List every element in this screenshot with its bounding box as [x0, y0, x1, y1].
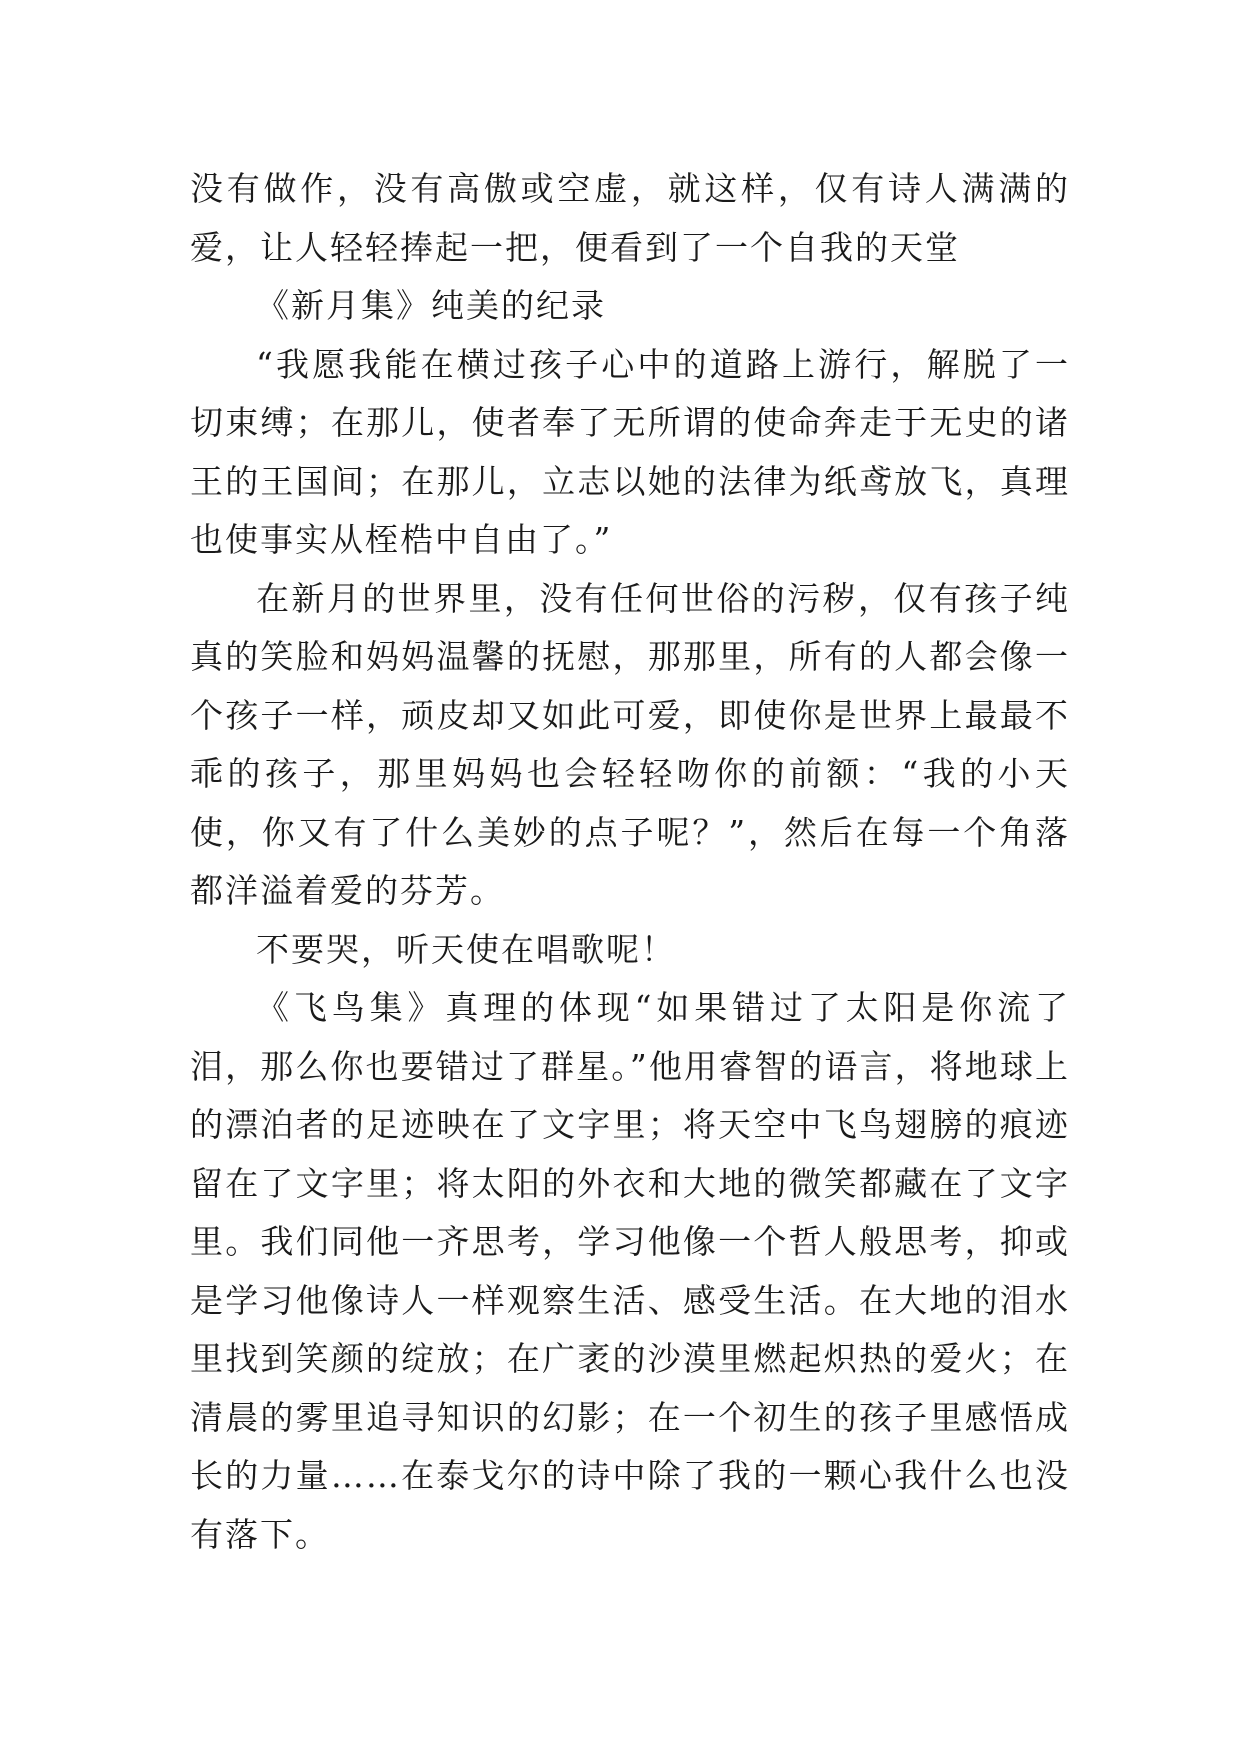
paragraph-dont-cry: 不要哭，听天使在唱歌呢！ — [256, 929, 676, 969]
paragraph-crescent-moon-world: 在新月的世界里，没有任何世俗的污秽，仅有孩子纯真的笑脸和妈妈温馨的抚慰，那那里，所有的人都会像一个孩子一样，顽皮却又如此可爱，即使你是世界上最最不乖的孩子，那里妈妈也会轻轻吻你的前额：“我的小天使，你又有了什么美妙的点子呢？”，然后在每一个角落都洋溢着爱的芬芳。 — [190, 578, 1070, 910]
paragraph-crescent-moon-heading: 《新月集》纯美的纪录 — [256, 286, 606, 325]
paragraph-stray-birds: 《飞鸟集》真理的体现“如果错过了太阳是你流了泪，那么你也要错过了群星。”他用睿智的语言，将地球上的漂泊者的足迹映在了文字里；将天空中飞鸟翅膀的痕迹留在了文字里；将太阳的外衣和大地的微笑都藏在了文字里。我们同他一齐思考，学习他像一个哲人般思考，抑或是学习他像诗人一样观察生活、感受生活。在大地的泪水里找到笑颜的绽放；在广袤的沙漠里燃起炽热的爱火；在清晨的雾里追寻知识的幻影；在一个初生的孩子里感悟成长的力量……在泰戈尔的诗中除了我的一颗心我什么也没有落下。 — [190, 988, 1070, 1554]
document-body — [190, 160, 1070, 1564]
paragraph-intro-ending: 没有做作，没有高傲或空虚，就这样，仅有诗人满满的爱，让人轻轻捧起一把，便看到了一个自我的天堂 — [190, 169, 1070, 267]
paragraph-crescent-moon-quote: “我愿我能在横过孩子心中的道路上游行，解脱了一切束缚；在那儿，使者奉了无所谓的使命奔走于无史的诸王的王国间；在那儿，立志以她的法律为纸鸢放飞，真理也使事实从桎梏中自由了。” — [190, 344, 1070, 559]
